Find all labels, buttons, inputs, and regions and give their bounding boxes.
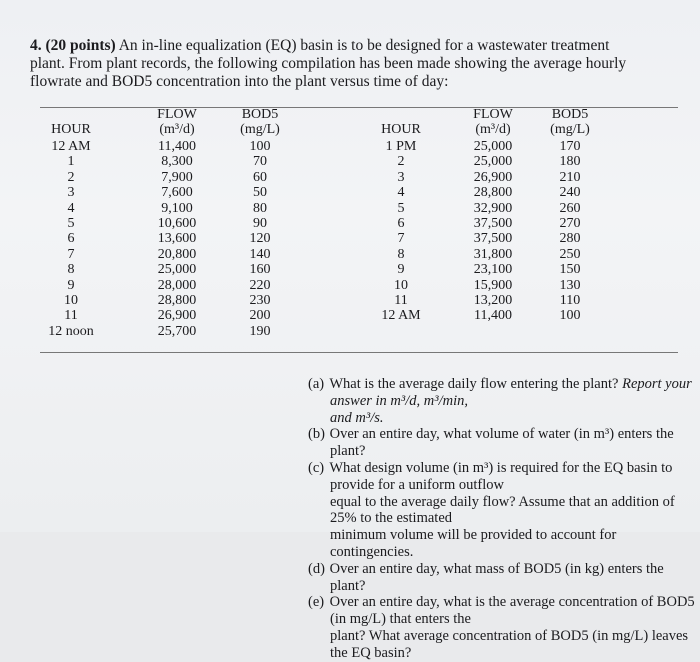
- table-cell: 32,900: [473, 200, 513, 216]
- table-cell: 90: [253, 215, 267, 231]
- table-cell: 80: [253, 200, 267, 216]
- header-flow-unit: (m³/d): [475, 121, 511, 137]
- table-cell: 3: [397, 169, 405, 185]
- header-bod-label: BOD5: [241, 107, 279, 122]
- table-cell: 8: [67, 262, 75, 278]
- header-flow-unit: (m³/d): [159, 121, 195, 137]
- table-cell: 8: [397, 246, 405, 262]
- table-cell: 60: [253, 169, 267, 185]
- table-cell: 25,700: [157, 323, 197, 339]
- table-cell: 10: [394, 277, 408, 293]
- problem-text-1: An in-line equalization (EQ) basin is to be designed for a wastewater treatment: [118, 37, 610, 54]
- table-cell: 6: [67, 231, 75, 247]
- header-bod-unit: (mg/L): [550, 121, 590, 137]
- question-e: [308, 594, 698, 661]
- question-label: (b): [308, 426, 325, 443]
- question-instruction-2: and m³/s.: [330, 409, 384, 426]
- table-cell: 7: [67, 246, 75, 262]
- problem-points: (20 points): [45, 37, 116, 54]
- table-cell: 26,900: [157, 308, 197, 324]
- header-flow-label: FLOW: [157, 107, 197, 122]
- question-text-2: equal to the average daily flow? Assume that an addition of 25% to the estimated: [330, 493, 675, 527]
- header-flow-left: [142, 108, 212, 138]
- table-cell: 120: [249, 231, 271, 247]
- table-cell: 2: [397, 154, 405, 170]
- table-cell: 11,400: [474, 308, 512, 324]
- table-cell: 7,900: [161, 169, 193, 185]
- header-bod-right: [540, 108, 600, 138]
- table-cell: 13,200: [473, 292, 513, 308]
- table-cell: 11,400: [158, 139, 196, 154]
- table-cell: 26,900: [473, 169, 513, 185]
- table-cell: 70: [253, 154, 267, 170]
- problem-text-2: plant. From plant records, the following compilation has been made showing the average hourly: [30, 55, 627, 72]
- problem-number: 4.: [30, 37, 42, 54]
- table-cell: 140: [249, 246, 271, 262]
- table-bottom-rule: [40, 352, 678, 353]
- table-cell: 9: [67, 277, 75, 293]
- table-cell: 160: [249, 262, 271, 278]
- table-cell: 11: [394, 292, 408, 308]
- table-cell: 28,000: [157, 277, 197, 293]
- table-cell: 270: [559, 215, 581, 231]
- header-flow-right: [458, 108, 528, 138]
- table-cell: 12 AM: [51, 139, 91, 154]
- table-cell: 23,100: [473, 262, 513, 278]
- table-cell: 5: [397, 200, 405, 216]
- table-cell: 20,800: [157, 246, 197, 262]
- header-bod-label: BOD5: [551, 107, 589, 122]
- problem-statement: [30, 37, 670, 91]
- table-cell: 230: [249, 292, 271, 308]
- table-cell: 9: [397, 262, 405, 278]
- table-cell: 31,800: [473, 246, 513, 262]
- table-cell: 7: [397, 231, 405, 247]
- question-a: [308, 376, 698, 426]
- question-b: [308, 426, 698, 460]
- table-cell: 25,000: [157, 262, 197, 278]
- question-text-2: plant? What average concentration of BOD5 (in mg/L) leaves the EQ basin?: [330, 627, 689, 661]
- table-cell: 37,500: [473, 231, 513, 247]
- question-list: [308, 376, 698, 662]
- column-flow-left: [142, 140, 212, 340]
- question-text-3: minimum volume will be provided to account for contingencies.: [330, 527, 617, 560]
- table-cell: 50: [253, 185, 267, 201]
- table-cell: 15,900: [473, 277, 513, 293]
- column-hour-right: [370, 140, 432, 325]
- table-cell: 180: [559, 154, 581, 170]
- question-label: (a): [308, 376, 325, 392]
- question-text: Over an entire day, what mass of BOD5 (in kg) enters the plant?: [329, 560, 664, 594]
- table-cell: 200: [249, 308, 271, 324]
- question-d: [308, 561, 698, 595]
- header-hour-right: HOUR: [381, 122, 421, 137]
- table-cell: 4: [397, 185, 405, 201]
- table-cell: 28,800: [157, 292, 197, 308]
- table-cell: 12 noon: [48, 323, 94, 339]
- question-label: (d): [308, 560, 325, 577]
- table-cell: 37,500: [473, 215, 513, 231]
- table-cell: 11: [64, 308, 78, 324]
- table-cell: 4: [67, 200, 75, 216]
- table-cell: 250: [559, 246, 581, 262]
- table-cell: 150: [559, 262, 581, 278]
- table-cell: 100: [249, 139, 271, 154]
- question-instruction: Report your answer in m³/d, m³/min,: [330, 376, 692, 409]
- problem-line-1: [30, 37, 670, 55]
- header-flow-label: FLOW: [473, 107, 513, 122]
- table-cell: 5: [67, 215, 75, 231]
- table-cell: 10: [64, 292, 78, 308]
- table-cell: 210: [559, 169, 581, 185]
- column-bod-left: [230, 140, 290, 340]
- table-cell: 2: [67, 169, 75, 185]
- question-text: Over an entire day, what volume of water (in m³) enters the plant?: [329, 426, 674, 460]
- table-cell: 220: [249, 277, 271, 293]
- table-cell: 3: [67, 185, 75, 201]
- table-cell: 6: [397, 215, 405, 231]
- table-cell: 7,600: [161, 185, 193, 201]
- column-bod-right: [540, 140, 600, 325]
- header-bod-unit: (mg/L): [240, 121, 280, 137]
- question-text: Over an entire day, what is the average concentration of BOD5 (in mg/L) that enters the: [329, 594, 695, 628]
- table-cell: 170: [559, 139, 581, 154]
- header-hour-left: HOUR: [51, 122, 91, 137]
- question-label: (e): [308, 594, 325, 611]
- table-cell: 1 PM: [385, 139, 417, 154]
- table-cell: 280: [559, 231, 581, 247]
- table-cell: 8,300: [161, 154, 193, 170]
- header-bod-left: [230, 108, 290, 138]
- table-cell: 9,100: [161, 200, 193, 216]
- question-label: (c): [308, 459, 325, 476]
- question-c: [308, 460, 698, 561]
- table-cell: 13,600: [157, 231, 197, 247]
- table-cell: 130: [559, 277, 581, 293]
- table-cell: 190: [249, 323, 271, 339]
- table-cell: 28,800: [473, 185, 513, 201]
- table-cell: 12 AM: [381, 308, 421, 324]
- table-cell: 100: [559, 308, 581, 324]
- table-cell: 110: [559, 292, 581, 308]
- problem-text-3: flowrate and BOD5 concentration into the plant versus time of day:: [30, 73, 449, 90]
- table-cell: 10,600: [157, 215, 197, 231]
- question-text: What is the average daily flow entering the plant?: [329, 376, 619, 392]
- table-cell: 260: [559, 200, 581, 216]
- column-hour-left: [40, 140, 102, 340]
- table-cell: 240: [559, 185, 581, 201]
- question-text: What design volume (in m³) is required for the EQ basin to provide for a uniform outflow: [329, 459, 673, 493]
- table-cell: 25,000: [473, 139, 513, 154]
- table-cell: 1: [67, 154, 75, 170]
- flow-bod-table: [40, 107, 678, 354]
- column-flow-right: [458, 140, 528, 325]
- table-cell: 25,000: [473, 154, 513, 170]
